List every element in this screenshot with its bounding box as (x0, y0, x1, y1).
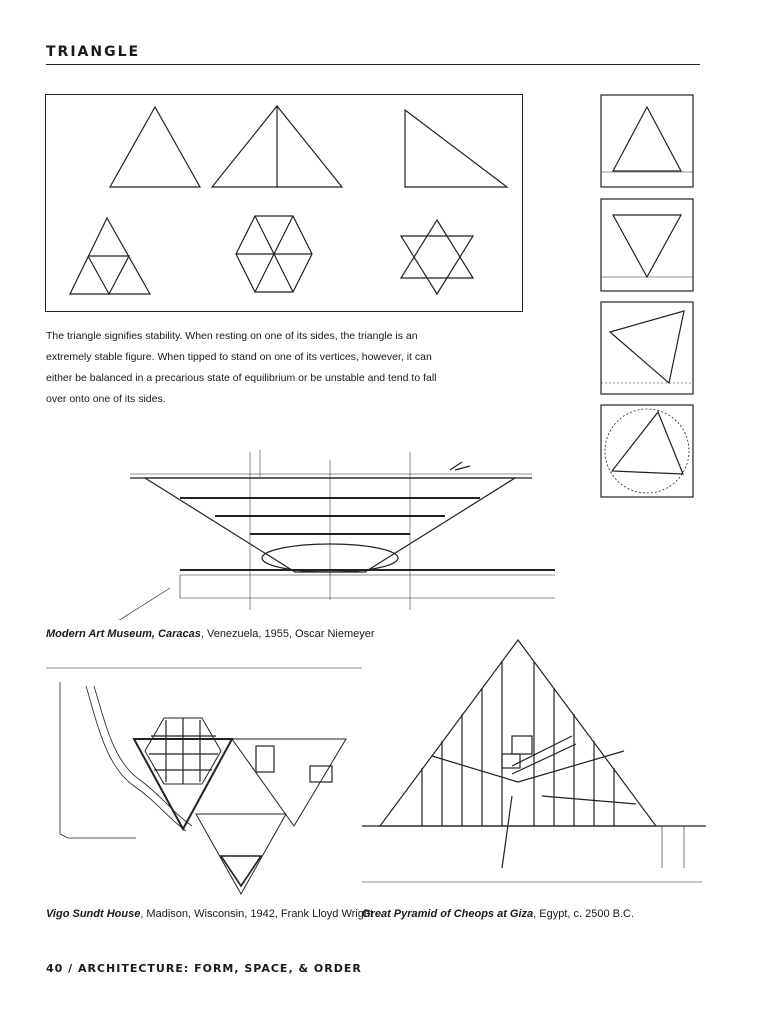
subdivided-triangle (70, 218, 150, 294)
header-rule (46, 64, 700, 65)
caracas-caption (46, 628, 375, 640)
intro-caption: The triangle signifies stability. When resting on one of its sides, the triangle is an extremely stable figure. When tipped to stand on one of its vertices, however, it can either be balanced in a precarious state of equilibrium or be unstable and tend to fall over onto one of its sides. (46, 330, 437, 405)
great-pyramid-section (362, 636, 706, 888)
equilateral-triangle (110, 107, 200, 187)
vigo-detail: , Madison, Wisconsin, 1942, Frank Lloyd Wright (140, 908, 374, 920)
star-of-david (401, 220, 473, 294)
page-title: TRIANGLE (46, 44, 141, 60)
right-triangle (405, 110, 507, 187)
caracas-museum-section (100, 440, 560, 620)
triangle-figures (45, 94, 523, 312)
pyramid-detail: , Egypt, c. 2500 B.C. (533, 908, 635, 920)
page-footer: 40 / ARCHITECTURE: FORM, SPACE, & ORDER (46, 962, 362, 975)
vigo-caption (46, 908, 373, 920)
pyramid-title: Great Pyramid of Cheops at Giza (362, 908, 534, 920)
tilted-triangle-box (601, 302, 693, 394)
triangle-on-vertex-box (601, 199, 693, 291)
bisected-triangle (212, 106, 342, 187)
caracas-detail: , Venezuela, 1955, Oscar Niemeyer (200, 628, 375, 640)
pyramid-caption (362, 908, 634, 920)
vigo-sundt-house-plan (46, 666, 364, 898)
triangle-on-side-box (601, 95, 693, 187)
hexagon-of-triangles (236, 216, 312, 292)
vigo-title: Vigo Sundt House (46, 908, 141, 920)
orientation-diagrams (600, 94, 696, 498)
triangle-in-circle-box (601, 405, 693, 497)
caracas-title: Modern Art Museum, Caracas (46, 628, 201, 640)
